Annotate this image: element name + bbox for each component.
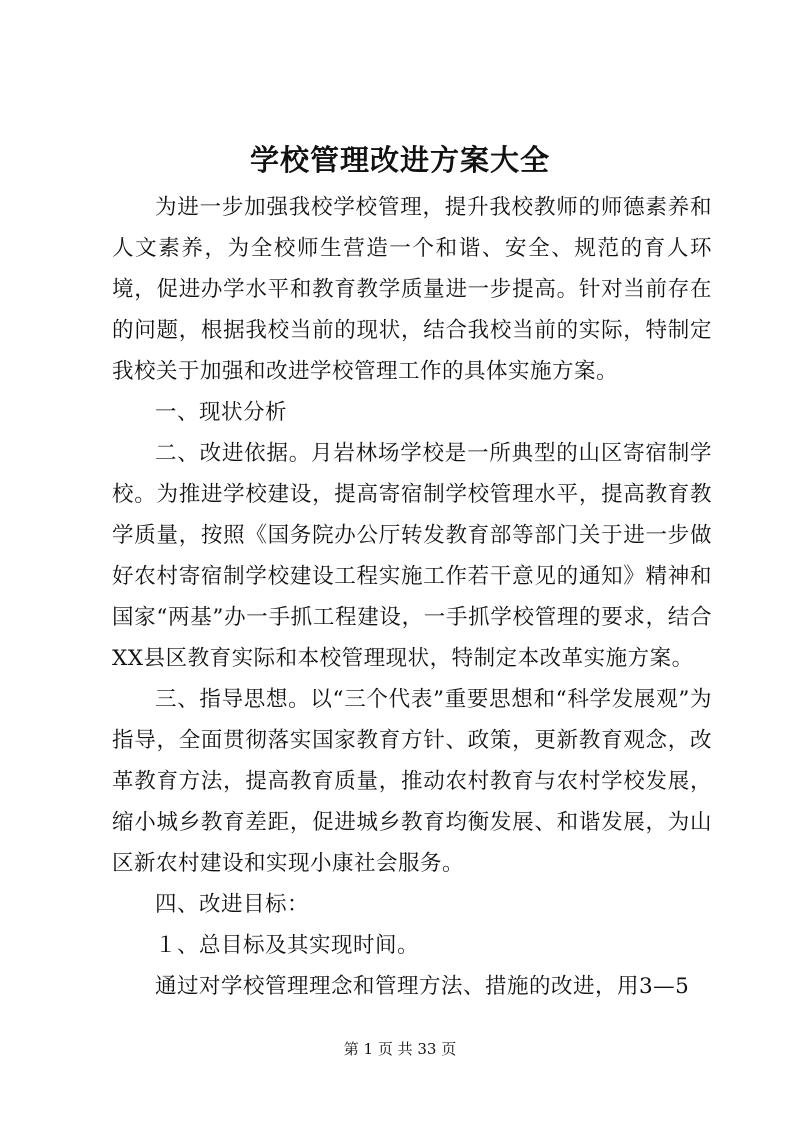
paragraph-intro: 为进一步加强我校学校管理，提升我校教师的师德素养和人文素养，为全校师生营造一个和谐、安全、规范的育人环境，促进办学水平和教育教学质量进一步提高。针对当前存在的问题，根据我校当前的现状，结合我校当前的实际，特制定我校关于加强和改进学校管理工作的具体实施方案。 (112, 195, 712, 384)
paragraph-section-4-heading: 四、改进目标： (155, 892, 310, 917)
paragraph-subsection-1-heading: １、总目标及其实现时间。 (155, 933, 420, 958)
paragraph-subsection-1-body: 通过对学校管理理念和管理方法、措施的改进，用3—5 (155, 974, 690, 999)
paragraph-section-2: 二、改进依据。月岩林场学校是一所典型的山区寄宿制学校。为推进学校建设，提高寄宿制学校管理水平，提高教育教学质量，按照《国务院办公厅转发教育部等部门关于进一步做好农村寄宿制学校建设工程实施工作若干意见的通知》精神和国家“两基”办一手抓工程建设，一手抓学校管理的要求，结合XX县区教育实际和本校管理现状，特制定本改革实施方案。 (112, 441, 712, 671)
paragraph-section-1-heading: 一、现状分析 (155, 400, 288, 425)
page-number-footer: 第 1 页 共 33 页 (343, 1040, 457, 1058)
document-body (112, 187, 712, 1007)
document-title: 学校管理改进方案大全 (249, 143, 550, 177)
paragraph-section-3: 三、指导思想。以“三个代表”重要思想和“科学发展观”为指导，全面贯彻落实国家教育方针、政策，更新教育观念，改革教育方法，提高教育质量，推动农村教育与农村学校发展，缩小城乡教育差距，促进城乡教育均衡发展、和谐发展，为山区新农村建设和实现小康社会服务。 (112, 687, 712, 876)
